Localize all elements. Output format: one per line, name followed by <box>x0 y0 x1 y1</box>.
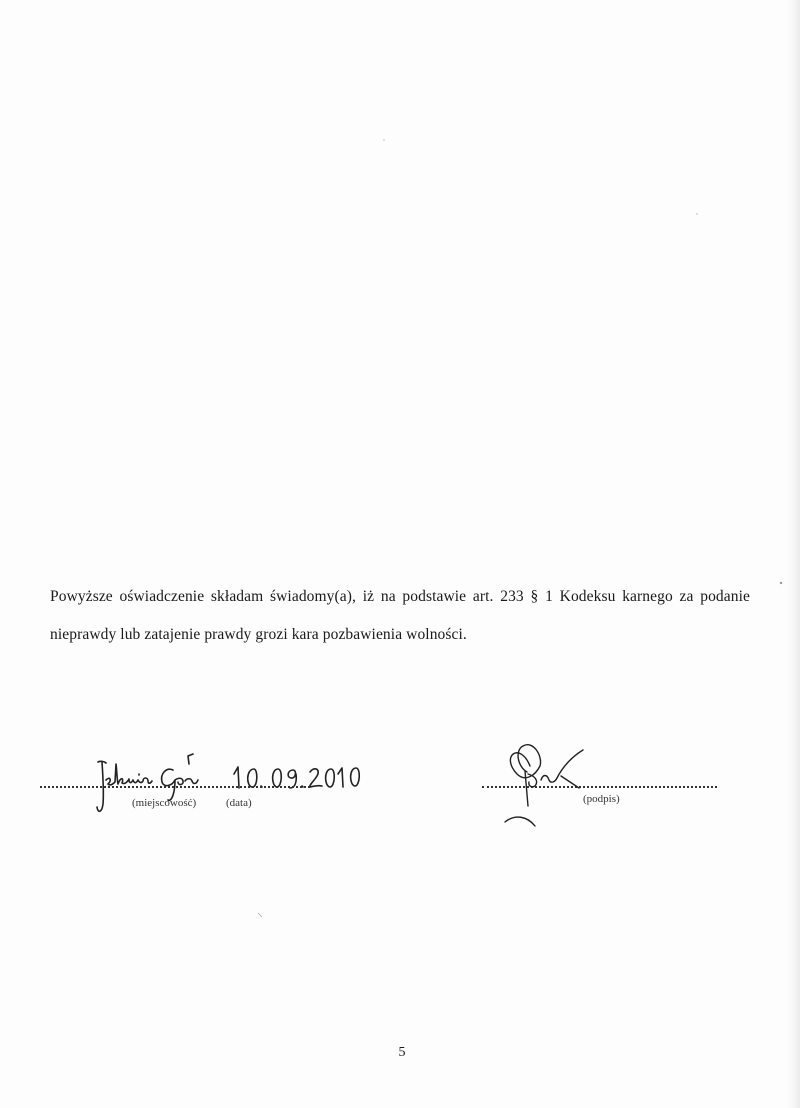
page-number: 5 <box>398 1045 406 1060</box>
statement-line-1: Powyższe oświadczenie składam świadomy(a), iż na podstawie art. 233 § 1 Kodeksu karnego za podanie <box>50 588 750 605</box>
place-date-dotted-line <box>40 782 310 788</box>
signature-caption: (podpis) <box>583 793 620 805</box>
statement-paragraph <box>50 578 750 654</box>
handwritten-signature <box>495 736 605 836</box>
statement-line-2: nieprawdy lub zatajenie prawdy grozi kara pozbawienia wolności. <box>50 626 467 643</box>
place-caption: (miejscowość) <box>132 797 197 809</box>
date-caption: (data) <box>226 797 252 809</box>
